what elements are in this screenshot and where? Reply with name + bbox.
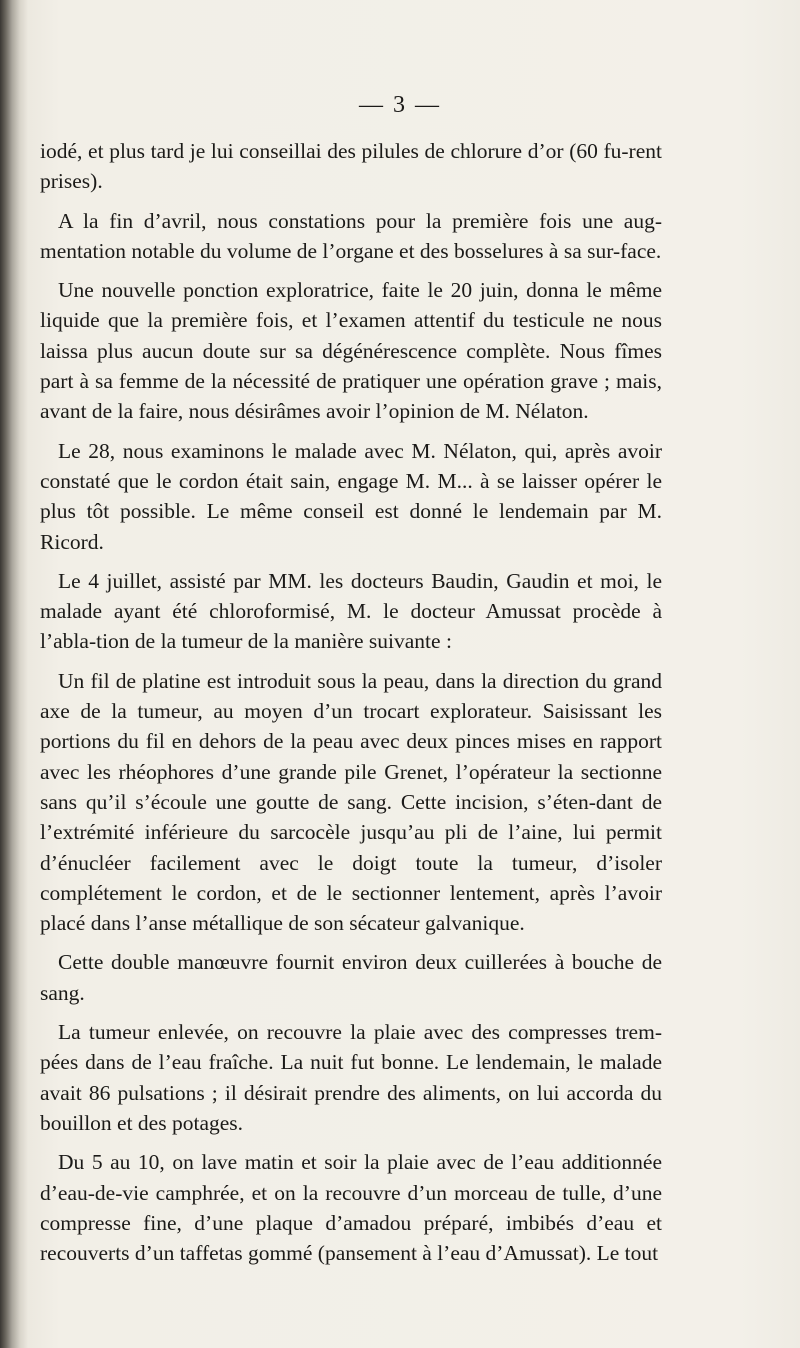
paragraph: Du 5 au 10, on lave matin et soir la plaie avec de l’eau additionnée d’eau-de-vie camphrée, et on la recouvre d’un morceau de tulle, d’une compresse fine, d’une plaque d’amadou préparé, imbibés d’eau et recouverts d’un taffetas gommé (pansement à l’eau d’Amussat). Le tout — [40, 1150, 662, 1266]
paragraph: Le 28, nous examinons le malade avec M. Nélaton, qui, après avoir constaté que le cordon était sain, engage M. M... à se laisser opérer le plus tôt possible. Le même conseil est donné le lendemain par M. Ricord. — [40, 438, 662, 554]
paragraph: La tumeur enlevée, on recouvre la plaie avec des compresses trem-pées dans de l’eau fraîche. La nuit fut bonne. Le lendemain, le malade avait 86 pulsations ; il désirait prendre des aliments, on lui accorda du bouillon et des potages. — [40, 1020, 662, 1135]
paragraph: Un fil de platine est introduit sous la peau, dans la direction du grand axe de la tumeur, au moyen d’un trocart explorateur. Saisissant les portions du fil en dehors de la peau avec deux pinces mises en rapport avec les rhéophores d’une grande pile Grenet, l’opérateur la sectionne sans qu’il s’écoule une goutte de sang. Cette incision, s’éten-dant de l’extrémité inférieure du sarcocèle jusqu’au pli de l’aine, lui permit d’énucléer facilement avec le doigt toute la tumeur, d’isoler complétement le cordon, et de le sectionner lentement, après l’avoir placé dans l’anse métallique de son sécateur galvanique. — [40, 668, 662, 936]
paragraph: Cette double manœuvre fournit environ deux cuillerées à bouche de sang. — [40, 950, 662, 1005]
page-body — [40, 136, 662, 1277]
paragraph: iodé, et plus tard je lui conseillai des pilules de chlorure d’or (60 fu-rent prises). — [40, 139, 662, 194]
paragraph: Le 4 juillet, assisté par MM. les docteurs Baudin, Gaudin et moi, le malade ayant été chloroformisé, M. le docteur Amussat procède à l’abla-tion de la tumeur de la manière suivante : — [40, 568, 662, 654]
paragraph: A la fin d’avril, nous constations pour la première fois une aug-mentation notable du volume de l’organe et des bosselures à sa sur-face. — [40, 208, 662, 263]
page-number: — 3 — — [359, 92, 441, 118]
binding-edge — [0, 0, 28, 1348]
paragraph: Une nouvelle ponction exploratrice, faite le 20 juin, donna le même liquide que la première fois, et l’examen attentif du testicule ne nous laissa plus aucun doute sur sa dégénérescence complète. Nous fîmes part à sa femme de la nécessité de pratiquer une opération grave ; mais, avant de la faire, nous désirâmes avoir l’opinion de M. Nélaton. — [40, 278, 662, 424]
